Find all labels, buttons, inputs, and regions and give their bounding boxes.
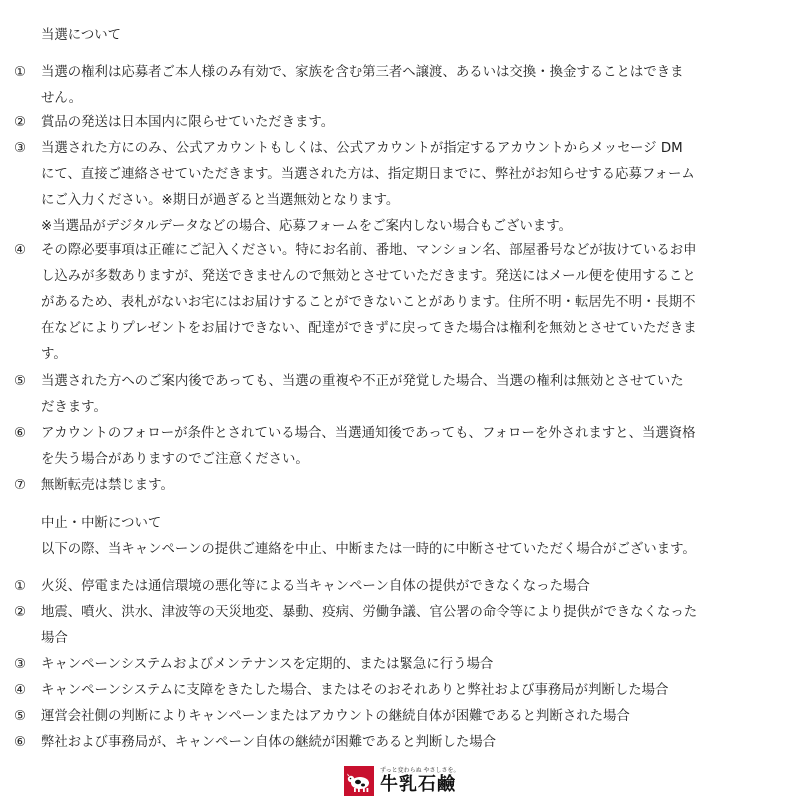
item-text-line: 当選された方へのご案内後であっても、当選の重複や不正が発覚した場合、当選の権利は無効とさせていた [41,374,684,389]
item-number: ① [14,579,27,594]
item-text-line: を失う場合がありますのでご注意ください。 [41,452,309,467]
item-number: ⑦ [14,478,27,493]
logo-tagline: ずっと変わらぬ やさしさを。 [380,767,460,774]
item-number: ④ [14,683,27,698]
item-number: ④ [14,243,27,258]
logo-text [380,767,460,795]
item-number: ⑤ [14,374,27,389]
item-text-line: 場合 [41,631,68,646]
item-text-line: 無断転売は禁じます。 [41,478,174,493]
item-text-line: にて、直接ご連絡させていただきます。当選された方は、指定期日までに、弊社がお知らせする応募フォーム [41,167,695,182]
item-number: ③ [14,141,27,156]
logo-name: 牛乳石鹼 [380,774,456,795]
item-text-line: ※当選品がデジタルデータなどの場合、応募フォームをご案内しない場合もございます。 [41,219,572,234]
item-text-line: キャンペーンシステムに支障をきたした場合、またはそのおそれありと弊社および事務局が判断した場合 [41,683,669,698]
item-text-line: 運営会社側の判断によりキャンペーンまたはアカウントの継続自体が困難であると判断された場合 [41,709,630,724]
item-text-line: 当選の権利は応募者ご本人様のみ有効で、家族を含む第三者へ譲渡、あるいは交換・換金することはできま [41,65,684,80]
item-text-line: だきます。 [41,400,107,415]
item-number: ⑥ [14,735,27,750]
item-text-line: す。 [41,347,67,362]
item-text-line: があるため、表札がないお宅にはお届けすることができないことがあります。住所不明・転居先不明・長期不 [41,295,696,310]
item-number: ⑤ [14,709,27,724]
item-text-line: せん。 [41,91,82,106]
item-text-line: 在などによりプレゼントをお届けできない、配達ができずに戻ってきた場合は権利を無効とさせていただきま [41,321,697,336]
item-text-line: 賞品の発送は日本国内に限らせていただきます。 [41,115,335,130]
section-heading-winning: 当選について [41,28,122,43]
item-text-line: キャンペーンシステムおよびメンテナンスを定期的、または緊急に行う場合 [41,657,494,672]
item-number: ② [14,605,27,620]
item-number: ① [14,65,27,80]
item-text-line: 地震、噴火、洪水、津波等の天災地変、暴動、疫病、労働争議、官公署の命令等により提供ができなくなった [41,605,698,620]
brand-logo [344,765,460,797]
item-text-line: アカウントのフォローが条件とされている場合、当選通知後であっても、フォローを外されますと、当選資格 [41,426,696,441]
section-heading-suspension: 中止・中断について [41,516,162,531]
section-intro: 以下の際、当キャンペーンの提供ご連絡を中止、中断または一時的に中断させていただく場合がございます。 [41,542,696,557]
item-number: ⑥ [14,426,27,441]
item-number: ② [14,115,27,130]
item-text-line: その際必要事項は正確にご記入ください。特にお名前、番地、マンション名、部屋番号などが抜けているお申 [41,243,697,258]
cow-icon [344,766,374,796]
item-text-line: 弊社および事務局が、キャンペーン自体の継続が困難であると判断した場合 [41,735,497,750]
item-text-line: 火災、停電または通信環境の悪化等による当キャンペーン自体の提供ができなくなった場合 [41,579,590,594]
item-text-line: 当選された方にのみ、公式アカウントもしくは、公式アカウントが指定するアカウントからメッセージ DM [41,141,683,156]
item-number: ③ [14,657,27,672]
item-text-line: にご入力ください。※期日が過ぎると当選無効となります。 [41,193,400,208]
item-text-line: し込みが多数ありますが、発送できませんので無効とさせていただきます。発送にはメール便を使用すること [41,269,696,284]
